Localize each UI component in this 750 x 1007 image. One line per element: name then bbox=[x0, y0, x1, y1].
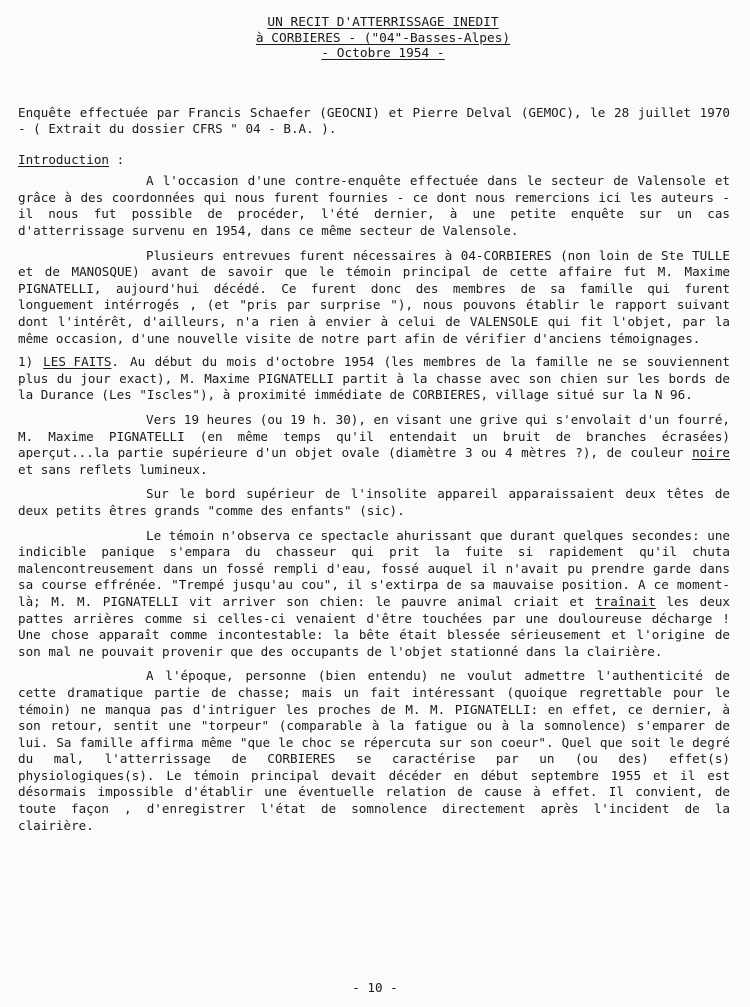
title-line-1: UN RECIT D'ATTERRISSAGE INEDIT bbox=[267, 15, 499, 30]
intro-paragraph: Enquête effectuée par Francis Schaefer (GEOCNI) et Pierre Delval (GEMOC), le 28 juillet 1970 - ( Extrait du dossier CFRS " 04 - B.A. ). bbox=[18, 104, 730, 137]
document-title bbox=[36, 14, 730, 61]
title-line-3: - Octobre 1954 - bbox=[321, 46, 445, 61]
introduction-heading bbox=[18, 152, 730, 169]
faits-paragraph-4-trainait: traînait bbox=[595, 593, 656, 609]
introduction-heading-label: Introduction bbox=[18, 151, 109, 167]
faits-paragraph-2-end: et sans reflets lumineux. bbox=[18, 461, 208, 477]
faits-paragraph-2 bbox=[18, 412, 730, 478]
faits-paragraph-1-text: Au début du mois d'octobre 1954 (les membres de la famille ne se souviennent plus du jour exact), M. Maxime PIGNATELLI partit à la chasse avec son chien sur les bords de la Durance (Les "Iscles"), à proximité immédiate de CORBIERES, village situé sur la N 96. bbox=[18, 354, 730, 403]
title-line-2: à CORBIERES - ("04"-Basses-Alpes) bbox=[255, 30, 511, 46]
faits-heading-label: LES FAITS bbox=[43, 354, 112, 370]
introduction-heading-suffix: : bbox=[109, 151, 125, 167]
faits-number: 1) bbox=[18, 354, 34, 370]
faits-paragraph-5: A l'époque, personne (bien entendu) ne voulut admettre l'authenticité de cette dramatique partie de chasse; mais un fait intéressant (quoique regrettable pour le témoin) ne manqua pas d'intriguer les proches de M. M. PIGNATELLI: en effet, ce dernier, à son retour, sentit une "torpeur" (comparable à la fatigue ou à la somnolence) s'emparer de lui. Sa famille affirma même "que le choc se répercuta sur son coeur". Quel que soit le degré du mal, l'atterrissage de CORBIERES se caractérise par un (ou des) effet(s) physiologiques(s). Le témoin principal devait décéder en début septembre 1955 et il est désormais impossible d'établir une éventuelle relation de cause à effet. Il convient, de toute façon , d'enregistrer l'état de somnolence directement après l'incident de la clairière. bbox=[18, 668, 730, 833]
faits-paragraph-1 bbox=[18, 354, 730, 404]
faits-paragraph-3: Sur le bord supérieur de l'insolite appareil apparaissaient deux têtes de deux petits êtres grands "comme des enfants" (sic). bbox=[18, 486, 730, 518]
faits-paragraph-2-noire: noire bbox=[692, 445, 730, 461]
faits-paragraph-4 bbox=[18, 528, 730, 661]
introduction-paragraph-1: A l'occasion d'une contre-enquête effectuée dans le secteur de Valensole et grâce à des coordonnées qui nous furent fournies - ce dont nous remercions ici les auteurs - il nous fut possible de procéder, l'été dernier, à une petite enquête sur un cas d'atterrissage survenu en 1954, dans ce même secteur de Valensole. bbox=[18, 173, 730, 239]
faits-paragraph-2-start: Vers 19 heures (ou 19 h. 30), en visant une grive qui s'envolait d'un fourré, M. Maxime PIGNATELLI (en même temps qu'il entendait un bruit de branches écrasées) aperçut...la partie supérieure d'un objet ovale (diamètre 3 ou 4 mètres ?), de couleur bbox=[18, 412, 730, 461]
page-number: - 10 - bbox=[352, 980, 398, 996]
faits-paragraph-4-end: les deux pattes arrières comme si celles-ci venaient d'être touchées par une douloureuse décharge ! Une chose apparaît comme incontestable: la bête était blessée sérieusement et l'origine de son mal ne pouvait provenir que des occupants de l'objet stationné dans la clairière. bbox=[18, 593, 731, 659]
faits-heading-suffix: . bbox=[111, 354, 120, 370]
introduction-paragraph-2: Plusieurs entrevues furent nécessaires à 04-CORBIERES (non loin de Ste TULLE et de MANOSQUE) avant de savoir que le témoin principal de cette affaire fut M. Maxime PIGNATELLI, aujourd'hui décédé. Ce furent donc des membres de sa famille qui furent longuement intérrogés , (et "pris par surprise "), nous pouvons établir le rapport suivant dont l'intérêt, d'ailleurs, n'a rien à envier à celui de VALENSOLE qui fit l'objet, par la même occasion, d'une nouvelle visite de notre part afin de vérifier d'anciens témoignages. bbox=[18, 247, 730, 346]
faits-paragraph-4-start: Le témoin n'observa ce spectacle ahurissant que durant quelques secondes: une indicible panique s'empara du chasseur qui prit la fuite si rapidement qu'il chuta malencontreusement dans un fossé rempli d'eau, fossé auquel il n'avait pu prendre garde dans sa course effrénée. "Trempé jusqu'au cou", il s'extirpa de sa mauvaise position. A ce moment-là; M. M. PIGNATELLI vit arriver son chien: le pauvre animal criait et bbox=[18, 527, 730, 609]
